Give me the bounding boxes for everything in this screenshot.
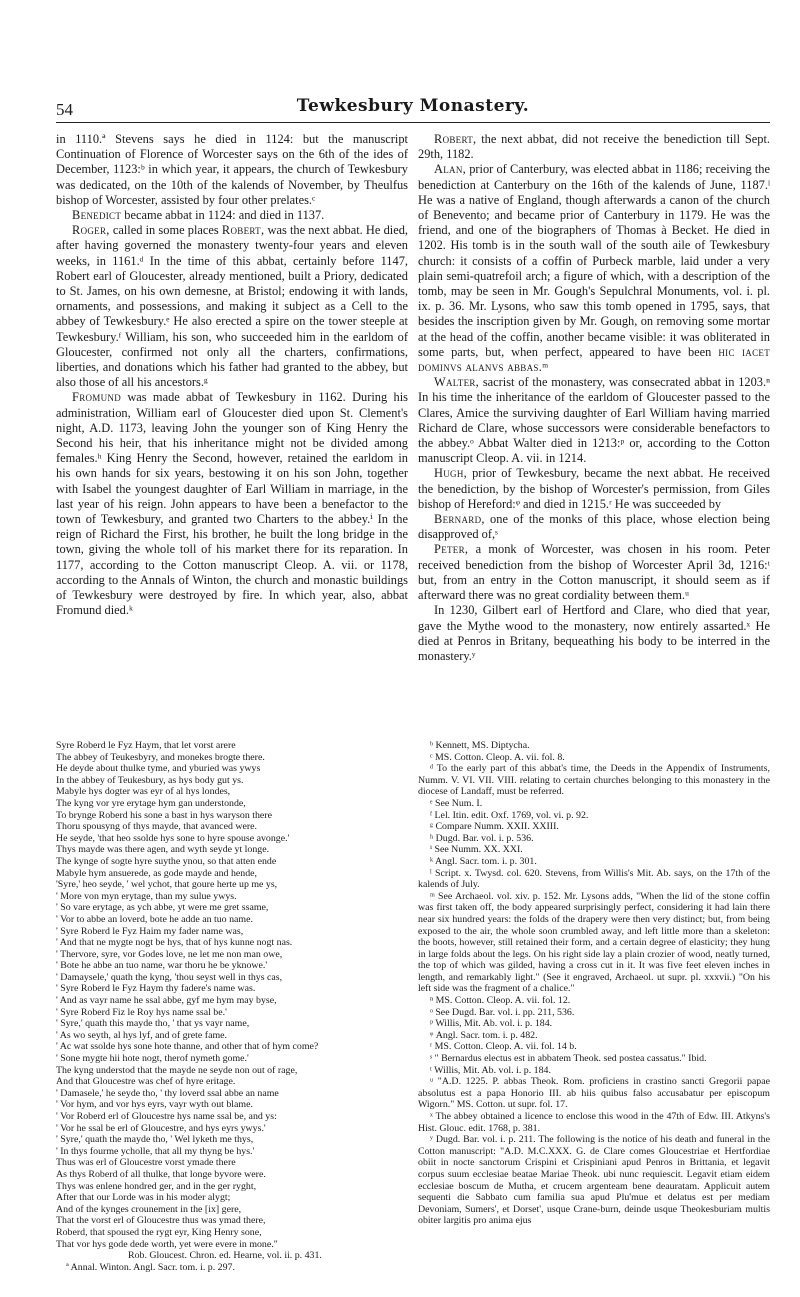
paragraph	[56, 390, 408, 618]
page-number: 54	[56, 100, 73, 119]
paragraph-text: was made abbat of Tewkesbury in 1162. During his administration, William earl of Gloucester died upon St. Clement's night, A.D. 1173, leaving John the younger son of King Henry the Second his heir, that his inheritance might not be divided among females.ʰ King Henry the Second, however, retained the earldom in his own hands for six years, bestowing it on his son John, together with Isabel the youngest daughter of Earl William in marriage, in the last year of his reign. John appears to have been a benefactor to the town of Tewkesbury, and granted two Charters to the abbey.ⁱ In the reign of Richard the First, his brother, he built the long bridge in the town, giving the whole toll of his market there for its reparation. In 1177, according to the Cotton manuscript Cleop. A. vii. or 1178, according to the Annals of Winton, the church and monastic buildings of Tewkesbury were destroyed by fire. In which year, also, abbat Fromund died.ᵏ	[56, 390, 408, 618]
footnote: ⁱ See Numm. XX. XXI.	[430, 844, 523, 856]
verse-line: Mabyle hym ansuerede, as gode mayde and hende,	[56, 867, 257, 879]
verse-line: Mabyle hys dogter was eyr of al hys londes,	[56, 786, 231, 798]
verse-line: ' Bote he abbe an tuo name, war thoru he be yknowe.'	[56, 960, 268, 972]
paragraph-text: one of the monks of this place, whose election being disapproved of,ˢ	[418, 512, 770, 542]
paragraph: In 1230, Gilbert earl of Hertford and Clare, who died that year, gave the Mythe wood to the monastery, now entirely assarted.ˣ He died at Penros in Britany, bequeathing his body to be interred in the monastery.ʸ	[418, 603, 770, 663]
paragraph	[418, 466, 770, 512]
paragraph	[418, 132, 770, 162]
footnote-marker: ᵐ	[542, 360, 549, 375]
verse-line: The kynge of sogte hyre suythe ynou, so that atten ende	[56, 855, 277, 867]
verse-line: ' More von myn erytage, than my sulue ywys.	[56, 890, 237, 902]
chronicle-verse	[56, 740, 408, 1250]
footnotes-left	[56, 740, 408, 1273]
paragraph	[418, 162, 770, 375]
verse-line: After that our Lorde was in his moder alygt;	[56, 1192, 231, 1204]
footnotes-right	[418, 740, 770, 1227]
verse-line: ' Syre Roberd le Fyz Haim my fader name was,	[56, 925, 244, 937]
verse-line: And of the kynges crounement in the [ix] gere,	[56, 1203, 242, 1215]
verse-line: 'Syre,' heo seyde, ' wel ychot, that goure herte up me ys,	[56, 879, 278, 891]
abbat-name: Robert,	[221, 223, 265, 238]
verse-line: ' Syre,' quath the mayde tho, ' Wel lyketh me thys,	[56, 1134, 254, 1146]
footnote: ᵘ "A.D. 1225. P. abbas Theok. Rom. proficiens in crastino sancti Gregorii papae absolutus est a papa Honorio III. ab hiis quibus falso accusabatur per episcopum Wigorn." MS. Cotton. ut supr. fol. 17.	[418, 1076, 770, 1111]
verse-line: ' Syre,' quath this mayde tho, ' that ys vayr name,	[56, 1018, 250, 1030]
abbat-name: Alan,	[434, 162, 467, 177]
footnote: ᵈ To the early part of this abbat's time, the Deeds in the Appendix of Instruments, Numm. V. VI. VII. VIII. relating to certain churches belonging to this monastery in the diocese of Landaff, must be referred.	[418, 763, 770, 798]
verse-line: Thus was erl of Gloucestre vorst ymade there	[56, 1157, 236, 1169]
verse-line: ' Sone mygte hii hote nogt, therof nymeth gome.'	[56, 1053, 249, 1065]
footnote: ᵐ See Archaeol. vol. xiv. p. 152. Mr. Lysons adds, "When the lid of the stone coffin was first taken off, the body appeared surprisingly perfect, considering it had lain there near six hundred years: the folds of the drapery were then very distinct; but, from being exposed to the air, the whole soon crumbled away, and left little more than a skeleton: the boots, however, still retained their form, and a certain degree of elasticity; they hung in large folds about the legs. On his right side lay a plain crozier of wood, neatly turned, the top of which was gilded, having a cross cut in it. It was five feet eleven inches in length, and remarkably light." (See it engraved, Archaeol. ut supr. pl. xxxvii.) "On his left side was the fragment of a chalice."	[418, 890, 770, 995]
footnote: ʳ MS. Cotton. Cleop. A. vii. fol. 14 b.	[430, 1041, 577, 1053]
footnote: ᶜ MS. Cotton. Cleop. A. vii. fol. 8.	[430, 751, 565, 763]
verse-line: ' And as vayr name he ssal abbe, gyf me hym may byse,	[56, 995, 277, 1007]
footnote: ᵉ See Num. I.	[430, 797, 483, 809]
verse-line: Syre Roberd le Fyz Haym, that let vorst arere	[56, 740, 236, 751]
paragraph-text: became abbat in 1124: and died in 1137.	[121, 208, 325, 223]
verse-line: ' Syre Roberd le Fyz Haym thy fadere's name was.	[56, 983, 256, 995]
paragraph-text: the next abbat, did not receive the benediction till Sept. 29th, 1182.	[418, 132, 770, 162]
footnote: ᵇ Kennett, MS. Diptycha.	[430, 740, 530, 751]
verse-line: ' In thys fourme ycholle, that all my thyng be hys.'	[56, 1145, 255, 1157]
verse-line: He deyde about thulke tyme, and yburied was ywys	[56, 763, 261, 775]
verse-line: The kyng vor yre erytage hym gan understonde,	[56, 797, 246, 809]
abbat-name: Hugh,	[434, 466, 468, 481]
paragraph-text: called in some places	[109, 223, 222, 238]
verse-line: That the vorst erl of Gloucestre thus was ymad there,	[56, 1215, 266, 1227]
paragraph	[56, 223, 408, 390]
abbat-name: Roger,	[72, 223, 110, 238]
footnote: ʰ Dugd. Bar. vol. i. p. 536.	[430, 832, 534, 844]
footnote: ª Annal. Winton. Angl. Sacr. tom. i. p. 297.	[66, 1261, 235, 1273]
verse-line: ' So vare erytage, as ych abbe, yt were me gret ssame,	[56, 902, 269, 914]
abbat-name: Bernard,	[434, 512, 485, 527]
header-rule	[56, 122, 770, 123]
footnote: ᶠ Lel. Itin. edit. Oxf. 1769, vol. vi. p. 92.	[430, 809, 589, 821]
verse-line: He seyde, 'that heo ssolde hys sone to hyre spouse avonge.'	[56, 832, 290, 844]
footnote: ᵏ Angl. Sacr. tom. i. p. 301.	[430, 855, 537, 867]
paragraph-text: prior of Tewkesbury, became the next abbat. He received the benediction, by the bishop of Worcester's permission, from Giles bishop of Hereford:ᵠ and died in 1215.ʳ He was succeeded by	[418, 466, 770, 511]
verse-line: ' Thervore, syre, vor Godes love, ne let me non man owe,	[56, 948, 283, 960]
abbat-name: Peter,	[434, 542, 469, 557]
footnote: ᵒ See Dugd. Bar. vol. i. pp. 211, 536.	[430, 1006, 575, 1018]
footnote: ᵠ Angl. Sacr. tom. i. p. 482.	[430, 1029, 538, 1041]
footnote: ˢ " Bernardus electus est in abbatem Theok. sed postea cassatus." Ibid.	[430, 1053, 707, 1065]
page-header	[56, 96, 770, 122]
footnote: ⁿ MS. Cotton. Cleop. A. vii. fol. 12.	[430, 995, 571, 1007]
paragraph-text: was the next abbat. He died, after having governed the monastery twenty-four years and eleven weeks, in 1161.ᵈ In the time of this abbat, certainly before 1147, Robert earl of Gloucester, already mentioned, built a Priory, dedicated to St. James, on his own demesne, at Bristol; endowing it with lands, ornaments, and possessions, and making it subject as a Cell to the abbey of Tewkesbury.ᵉ He also erected a spire on the tower steeple at Tewkesbury.ᶠ William, his son, who succeeded him in the earldom of Gloucester, confirmed not only all the charters, confirmations, liberties, and donations which his father had granted to the abbey, but also those of all his ancestors.ᵍ	[56, 223, 408, 390]
paragraph	[56, 208, 408, 223]
abbat-name: Benedict	[72, 208, 122, 223]
verse-line: ' And that ne mygte nogt be hys, that of hys kunne nogt nas.	[56, 937, 293, 949]
verse-line: ' Damaysele,' quath the kyng, 'thou seyst well in thys cas,	[56, 971, 283, 983]
verse-line: ' Ac wat ssolde hys sone hote thanne, and other that of hym come?	[56, 1041, 319, 1053]
verse-line: ' Damasele,' he seyde tho, ' thy loverd ssal abbe an name	[56, 1087, 279, 1099]
verse-citation: Rob. Gloucest. Chron. ed. Hearne, vol. ii. p. 431.	[128, 1250, 322, 1262]
paragraph	[418, 542, 770, 603]
verse-line: Roberd, that spoused the rygt eyr, King Henry sone,	[56, 1226, 262, 1238]
verse-line: Thys mayde was there agen, and wyth seyde yt longe.	[56, 844, 270, 856]
verse-line: ' Syre Roberd Fiz le Roy hys name ssal be.'	[56, 1006, 227, 1018]
footnote: ᵖ Willis, Mit. Ab. vol. i. p. 184.	[430, 1018, 553, 1030]
verse-line: The abbey of Teukesbyry, and monekes brogte there.	[56, 751, 265, 763]
verse-line: ' Vor to abbe an loverd, bote he adde an tuo name.	[56, 913, 253, 925]
verse-line: ' As wo seyth, al hys lyf, and of grete fame.	[56, 1029, 227, 1041]
verse-line: To brynge Roberd his sone a bast in hys waryson there	[56, 809, 272, 821]
paragraph	[418, 512, 770, 542]
tomb-inscription: hic iacet dominvs alanvs abbas.	[418, 344, 770, 375]
abbat-name: Robert,	[434, 132, 477, 146]
main-text-right-column	[418, 132, 770, 664]
running-title: Tewkesbury Monastery.	[296, 96, 530, 116]
verse-line: ' Vor he ssal be erl of Gloucestre, and hys eyrs ywys.'	[56, 1122, 266, 1134]
verse-line: The kyng understod that the mayde ne seyde non out of rage,	[56, 1064, 298, 1076]
verse-line: ' Vor hym, and vor hys eyrs, vayr wyth out blame.	[56, 1099, 253, 1111]
paragraph-text: prior of Canterbury, was elected abbat in 1186; receiving the benediction at Canterbury on the 16th of the kalends of June, 1187.ˡ He was a native of England, though afterwards a canon of the church of Benevento; and became prior of Canterbury in 1179. He was the friend, and one of the biographers of Thomas à Becket. He died in 1202. His tomb is in the south wall of the south aile of Tewkesbury church: it consists of a coffin of Purbeck marble, laid under a very plain semi-quatrefoil arch; a figure of which, with a description of the tomb, may be seen in Mr. Gough's Sepulchral Monuments, vol. i. pl. ix. p. 36. Mr. Lysons, who saw this tomb opened in 1795, says, that besides the inscription given by Mr. Gough, on removing some mortar at the head of the coffin, another became visible: it was obliterated in some parts, but, when perfect, appeared to have been	[418, 162, 770, 359]
paragraph-text: sacrist of the monastery, was consecrated abbat in 1203.ⁿ In his time the inheritance of the earldom of Gloucester passed to the Clares, Amice the surviving daughter of Earl William having married Richard de Clare, whose successors were considerable benefactors to the abbey.ᵒ Abbat Walter died in 1213:ᵖ or, according to the Cotton manuscript Cleop. A. vii. in 1214.	[418, 375, 770, 466]
abbat-name: Walter,	[434, 375, 480, 390]
verse-line: Thys was enlene hondred ger, and in the ger ryght,	[56, 1180, 257, 1192]
abbat-name: Fromund	[72, 390, 121, 405]
main-text-left-column	[56, 132, 408, 619]
paragraph-text: a monk of Worcester, was chosen in his room. Peter received benediction from the bishop of Worcester April 3d, 1216:ᵗ but, from an entry in the Cotton manuscript, it should seem as if afterward there was no great cordiality between them.ᵘ	[418, 542, 770, 603]
footnote: ˡ Script. x. Twysd. col. 620. Stevens, from Willis's Mit. Ab. says, on the 17th of the kalends of July.	[418, 867, 770, 891]
paragraph	[418, 375, 770, 466]
verse-line: Thoru spousyng of thys mayde, that avanced were.	[56, 821, 258, 833]
verse-line: In the abbey of Teukesbury, as hys body gut ys.	[56, 774, 244, 786]
verse-line: That vor hys gode dede worth, yet were evere in mone."	[56, 1238, 278, 1250]
footnote: ˣ The abbey obtained a licence to enclose this wood in the 47th of Edw. III. Atkyns's Hist. Glouc. edit. 1768, p. 381.	[418, 1111, 770, 1134]
footnote: ʸ Dugd. Bar. vol. i. p. 211. The following is the notice of his death and funeral in the Cotton manuscript: "A.D. M.C.XXX. G. de Clare comes Gloucestriae et Hertfordiae obiit in nocte sanctorum Crispini et Crispiniani apud Penros in Brittania, et legavit corpus suum ecclesiae beatae Mariae Theok. ubi nunc requiescit. Legavit etiam eidem ecclesiae boscum de Mutha, et crucem argenteam bene deauratam. Applicuit autem sequenti die Sabbato cum familia sua apud Plu'mue et delatus est per mediam Devoniam, Sumers', et Dorset', usque Crane-burn, deinde usque Theokesburiam multis obiter largitis pro anima ejus	[418, 1134, 770, 1227]
verse-line: And that Gloucestre was chef of hyre eritage.	[56, 1076, 236, 1088]
verse-line: ' Vor Roberd erl of Gloucestre hys name ssal be, and ys:	[56, 1111, 277, 1122]
paragraph: in 1110.ª Stevens says he died in 1124: but the manuscript Continuation of Florence of Worcester says on the 6th of the ides of December, 1123:ᵇ in which year, it appears, the church of Tewkesbury was dedicated, on the 10th of the kalends of November, by Theulfus bishop of Worcester, assisted by four other prelates.ᶜ	[56, 132, 408, 207]
verse-line: As thys Roberd of all thulke, that longe byvore were.	[56, 1168, 266, 1180]
footnote: ᵍ Compare Numm. XXII. XXIII.	[430, 821, 559, 833]
footnote: ᵗ Willis, Mit. Ab. vol. i. p. 184.	[430, 1064, 551, 1076]
